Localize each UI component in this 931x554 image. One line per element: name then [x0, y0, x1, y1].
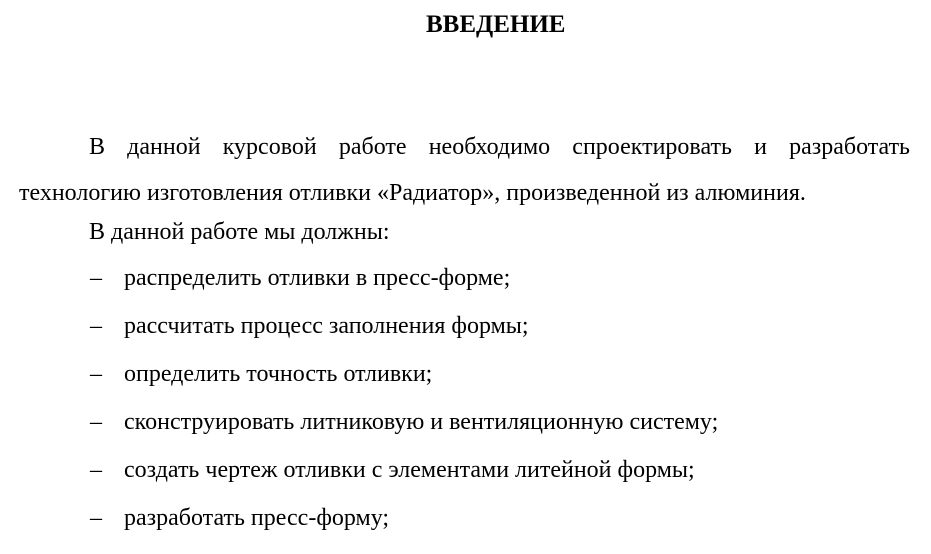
list-item-text: распределить отливки в пресс-форме;: [124, 265, 511, 291]
list-item-text: создать чертеж отливки с элементами литейной формы;: [124, 457, 695, 483]
dash-bullet: –: [90, 505, 102, 531]
dash-bullet: –: [90, 457, 102, 483]
list-item-text: определить точность отливки;: [124, 361, 433, 387]
dash-bullet: –: [90, 265, 102, 291]
dash-bullet: –: [90, 409, 102, 435]
list-item-text: рассчитать процесс заполнения формы;: [124, 313, 529, 339]
intro-paragraph: В данной курсовой работе необходимо спроектировать и разработать технологию изготовления отливки «Радиатор», произведенной из алюминия.: [19, 134, 910, 206]
list-item-text: сконструировать литниковую и вентиляционную систему;: [124, 409, 719, 435]
dash-bullet: –: [90, 313, 102, 339]
task-intro: В данной работе мы должны:: [89, 219, 390, 245]
dash-bullet: –: [90, 361, 102, 387]
page-title: ВВЕДЕНИЕ: [426, 11, 566, 38]
list-item-text: разработать пресс-форму;: [124, 505, 390, 531]
